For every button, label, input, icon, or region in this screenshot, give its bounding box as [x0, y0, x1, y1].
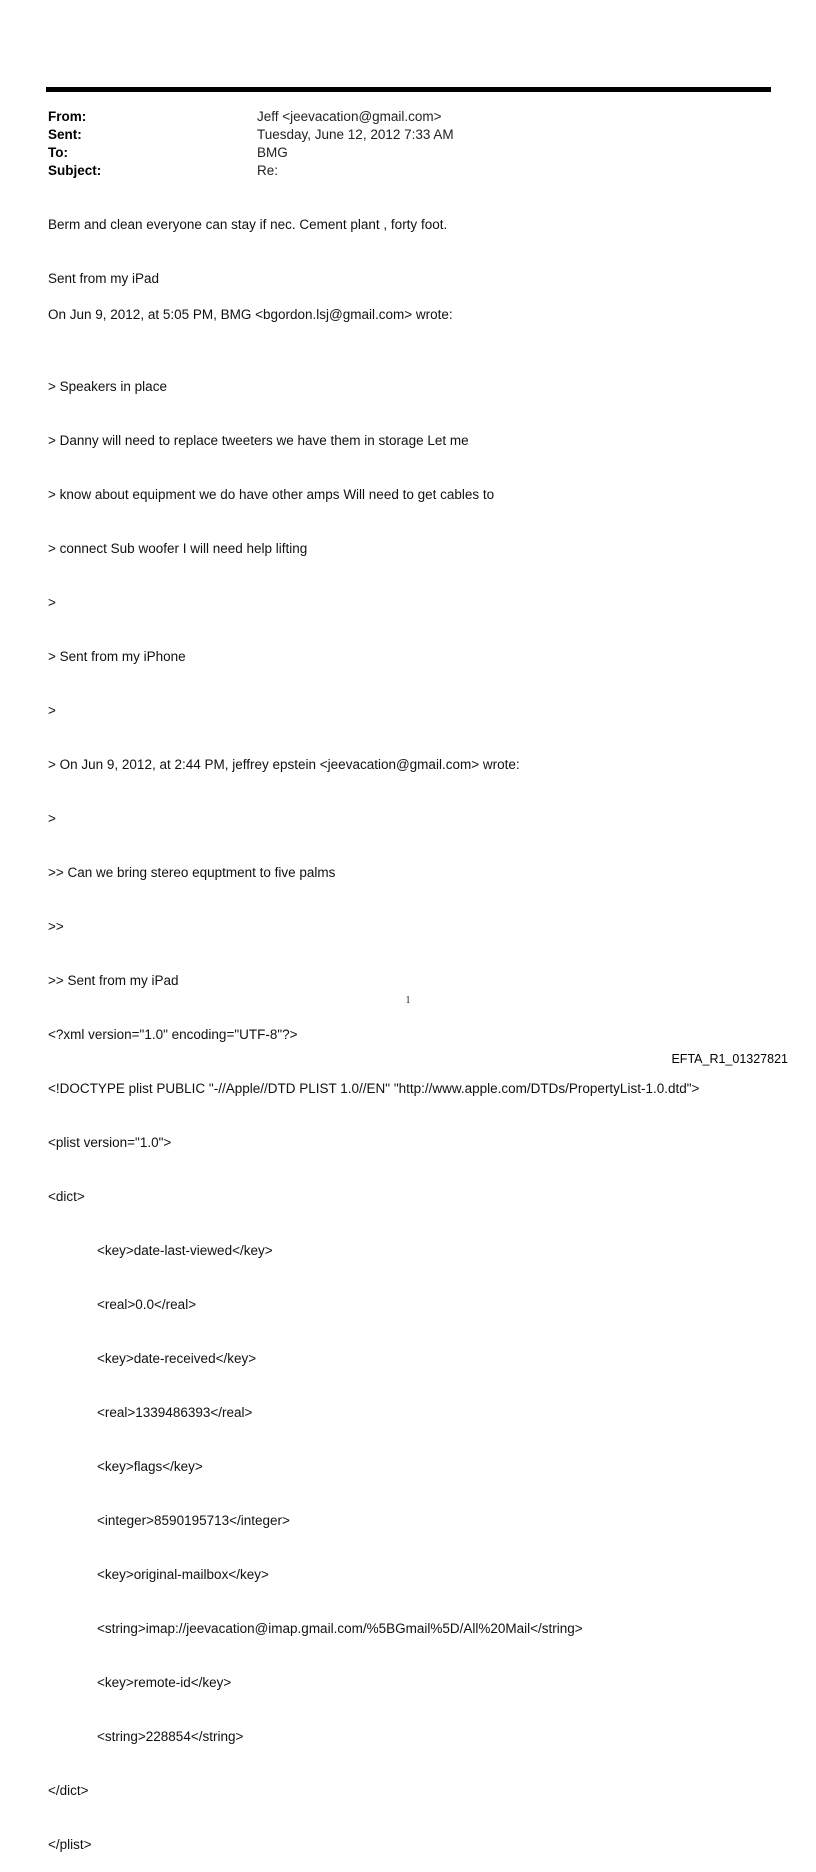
- quoted-line: > know about equipment we do have other amps Will need to get cables to: [48, 487, 495, 502]
- plist-dict-line: <string>228854</string>: [97, 1729, 244, 1744]
- quoted-line: > Danny will need to replace tweeters we have them in storage Let me: [48, 433, 469, 448]
- plist-line: <plist version="1.0">: [48, 1135, 172, 1150]
- bates-number: EFTA_R1_01327821: [671, 1052, 788, 1066]
- plist-dict-line: <real>0.0</real>: [97, 1297, 197, 1312]
- plist-dict-line: <real>1339486393</real>: [97, 1405, 253, 1420]
- quoted-line: >> Sent from my iPad: [48, 973, 179, 988]
- plist-dict-line: <integer>8590195713</integer>: [97, 1513, 290, 1528]
- quoted-line: >: [48, 703, 56, 718]
- plist-dict-line: <key>original-mailbox</key>: [97, 1567, 269, 1582]
- subject-value: Re:: [257, 163, 279, 178]
- quoted-line: > Speakers in place: [48, 379, 167, 394]
- plist-dict-line: <key>date-received</key>: [97, 1351, 257, 1366]
- plist-closing-line: </plist>: [48, 1837, 92, 1852]
- from-row: [48, 108, 454, 126]
- plist-line: <dict>: [48, 1189, 85, 1204]
- plist-dict-line: <key>remote-id</key>: [97, 1675, 232, 1690]
- from-label: From:: [48, 109, 87, 124]
- sent-value: Tuesday, June 12, 2012 7:33 AM: [257, 127, 454, 142]
- subject-row: [48, 162, 454, 180]
- from-value: Jeff <jeevacation@gmail.com>: [257, 109, 442, 124]
- quoted-line: >: [48, 811, 56, 826]
- signature-text: Sent from my iPad: [48, 271, 160, 286]
- page-number: 1: [405, 995, 411, 1006]
- email-header: [48, 108, 454, 180]
- plist-line: <?xml version="1.0" encoding="UTF-8"?>: [48, 1027, 298, 1042]
- plist-closing-line: </dict>: [48, 1783, 89, 1798]
- quoted-line: > Sent from my iPhone: [48, 649, 186, 664]
- plist-line: <!DOCTYPE plist PUBLIC "-//Apple//DTD PLIST 1.0//EN" "http://www.apple.com/DTDs/PropertyList-1.0.dtd">: [48, 1081, 700, 1096]
- to-row: [48, 144, 454, 162]
- quoted-line: > connect Sub woofer I will need help lifting: [48, 541, 308, 556]
- plist-dict-line: <key>date-last-viewed</key>: [97, 1243, 273, 1258]
- sent-row: [48, 126, 454, 144]
- sent-label: Sent:: [48, 127, 82, 142]
- plist-dict-line: <string>imap://jeevacation@imap.gmail.com/%5BGmail%5D/All%20Mail</string>: [97, 1621, 583, 1636]
- to-label: To:: [48, 145, 68, 160]
- to-value: BMG: [257, 145, 288, 160]
- quoted-line: >: [48, 595, 56, 610]
- quoted-line: >> Can we bring stereo equptment to five palms: [48, 865, 336, 880]
- plist-dict-line: <key>flags</key>: [97, 1459, 203, 1474]
- quoted-block: [48, 342, 699, 1872]
- quoted-line: >>: [48, 919, 64, 934]
- header-rule: [46, 87, 771, 92]
- quote-intro: On Jun 9, 2012, at 5:05 PM, BMG <bgordon.lsj@gmail.com> wrote:: [48, 307, 453, 322]
- quoted-line: > On Jun 9, 2012, at 2:44 PM, jeffrey epstein <jeevacation@gmail.com> wrote:: [48, 757, 520, 772]
- message-text: Berm and clean everyone can stay if nec. Cement plant , forty foot.: [48, 217, 448, 232]
- subject-label: Subject:: [48, 163, 102, 178]
